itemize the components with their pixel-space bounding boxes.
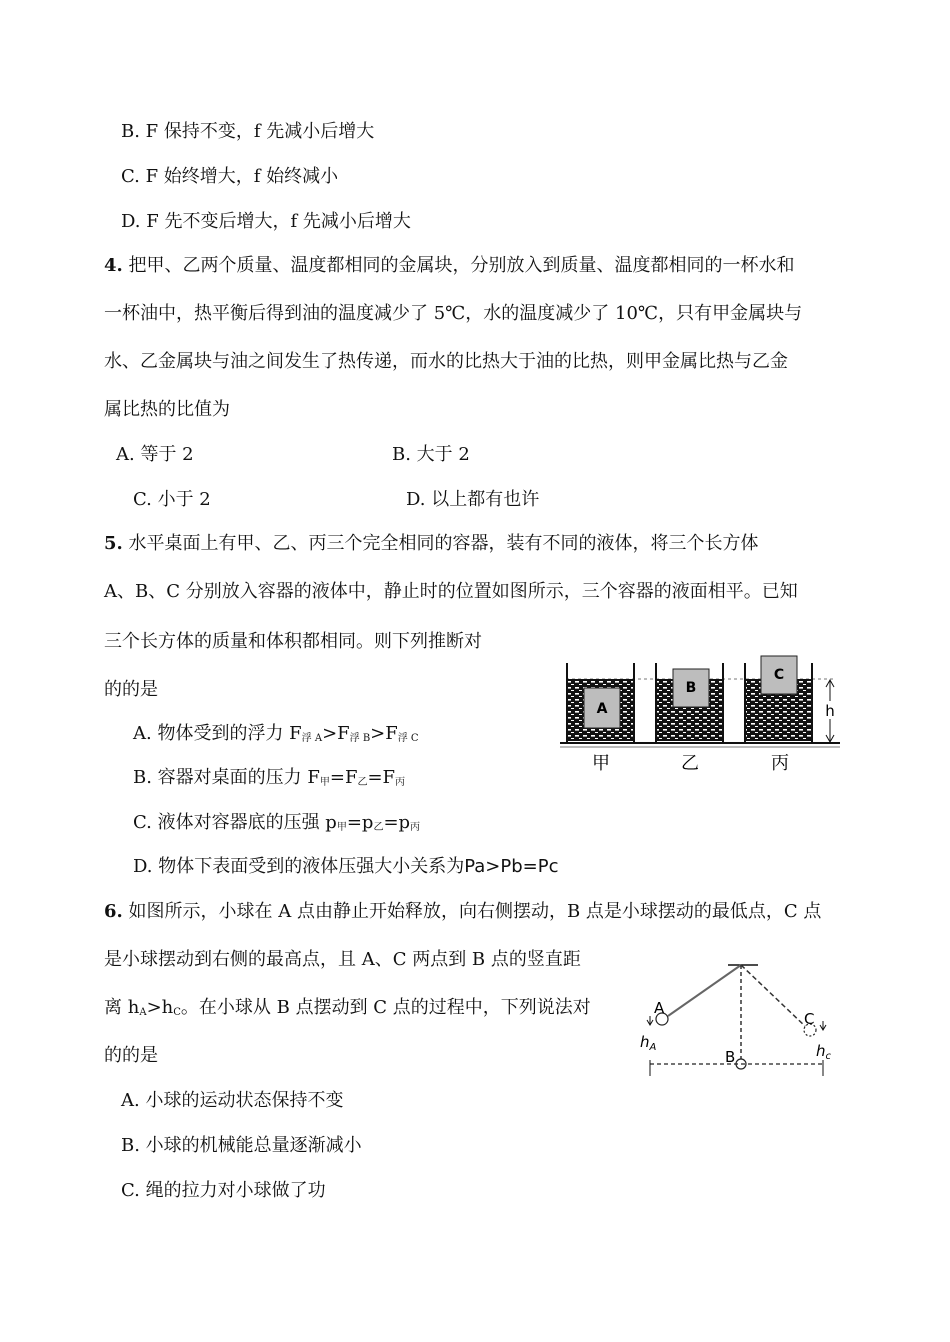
q4-option-d: D. 以上都有也许 xyxy=(406,489,540,510)
q3-option-c: C. F 始终增大，f 始终减小 xyxy=(121,166,339,187)
q6-option-a: A. 小球的运动状态保持不变 xyxy=(121,1090,344,1111)
q4-option-c: C. 小于 2 xyxy=(133,489,211,510)
label-a: A xyxy=(654,999,665,1017)
q5-option-a: A. 物体受到的浮力 $F_{浮 A}>F_{浮 B}>F_{浮 C}$ xyxy=(133,723,419,744)
q6-number: 6. xyxy=(104,901,123,922)
block-c-label: C xyxy=(773,667,785,683)
q3-option-d: D. F 先不变后增大，f 先减小后增大 xyxy=(121,211,411,232)
q5-stem-line2: A、B、C 分别放入容器的液体中，静止时的位置如图所示，三个容器的液面相平。已知 xyxy=(104,581,798,602)
q4-stem-line3: 水、乙金属块与油之间发生了热传递，而水的比热大于油的比热，则甲金属比热与乙金 xyxy=(104,351,788,372)
q4-option-a: A. 等于 2 xyxy=(116,444,194,465)
q5-number: 5. xyxy=(104,533,123,554)
container-yi xyxy=(656,663,723,742)
q4-number: 4. xyxy=(104,255,123,276)
label-c: C xyxy=(804,1010,815,1028)
h-label: h xyxy=(825,702,835,720)
block-b-label: B xyxy=(685,680,697,696)
label-b: B xyxy=(725,1048,736,1066)
label-bing: 丙 xyxy=(771,753,789,774)
q4-stem-line4: 属比热的比值为 xyxy=(104,399,230,420)
q6-pendulum-figure xyxy=(630,958,845,1083)
q4-option-b: B. 大于 2 xyxy=(392,444,470,465)
q6-stem-line4: 的的是 xyxy=(104,1045,158,1066)
q4-stem-line1: 4. 把甲、乙两个质量、温度都相同的金属块，分别放入到质量、温度都相同的一杯水和 xyxy=(104,255,795,276)
q5-option-c: C. 液体对容器底的压强 $p_甲=p_乙=p_丙$ xyxy=(133,812,421,833)
q5-stem-line4: 的的是 xyxy=(104,679,158,700)
container-jia xyxy=(567,663,634,742)
q6-option-c: C. 绳的拉力对小球做了功 xyxy=(121,1180,326,1201)
q5-option-b: B. 容器对桌面的压力 $F_甲=F_乙=F_丙$ xyxy=(133,767,406,788)
container-bing xyxy=(745,656,812,742)
q5-containers-figure xyxy=(558,655,848,780)
q5-stem-line1: 5. 水平桌面上有甲、乙、丙三个完全相同的容器，装有不同的液体，将三个长方体 xyxy=(104,533,759,554)
q5-option-d: D. 物体下表面受到的液体压强大小关系为Pa>Pb=Pc xyxy=(133,856,559,877)
label-hc: $h_c$ xyxy=(816,1042,832,1062)
label-yi: 乙 xyxy=(681,753,699,774)
q4-stem-line2: 一杯油中，热平衡后得到油的温度减少了 5℃，水的温度减少了 10℃，只有甲金属块与 xyxy=(104,303,803,324)
q6-option-b: B. 小球的机械能总量逐渐减小 xyxy=(121,1135,362,1156)
q3-option-b: B. F 保持不变，f 先减小后增大 xyxy=(121,121,375,142)
q6-stem-line3: 离 $h_A>h_C$。在小球从 B 点摆动到 C 点的过程中，下列说法对 xyxy=(104,997,591,1018)
q6-stem-line2: 是小球摆动到右侧的最高点，且 A、C 两点到 B 点的竖直距 xyxy=(104,949,581,970)
q6-stem-line1: 6. 如图所示，小球在 A 点由静止开始释放，向右侧摆动，B 点是小球摆动的最低点，C 点 xyxy=(104,901,822,922)
q5-stem-line3: 三个长方体的质量和体积都相同。则下列推断对 xyxy=(104,631,482,652)
block-a-label: A xyxy=(596,701,608,717)
label-jia: 甲 xyxy=(592,753,610,774)
label-ha: $h_A$ xyxy=(640,1033,657,1053)
